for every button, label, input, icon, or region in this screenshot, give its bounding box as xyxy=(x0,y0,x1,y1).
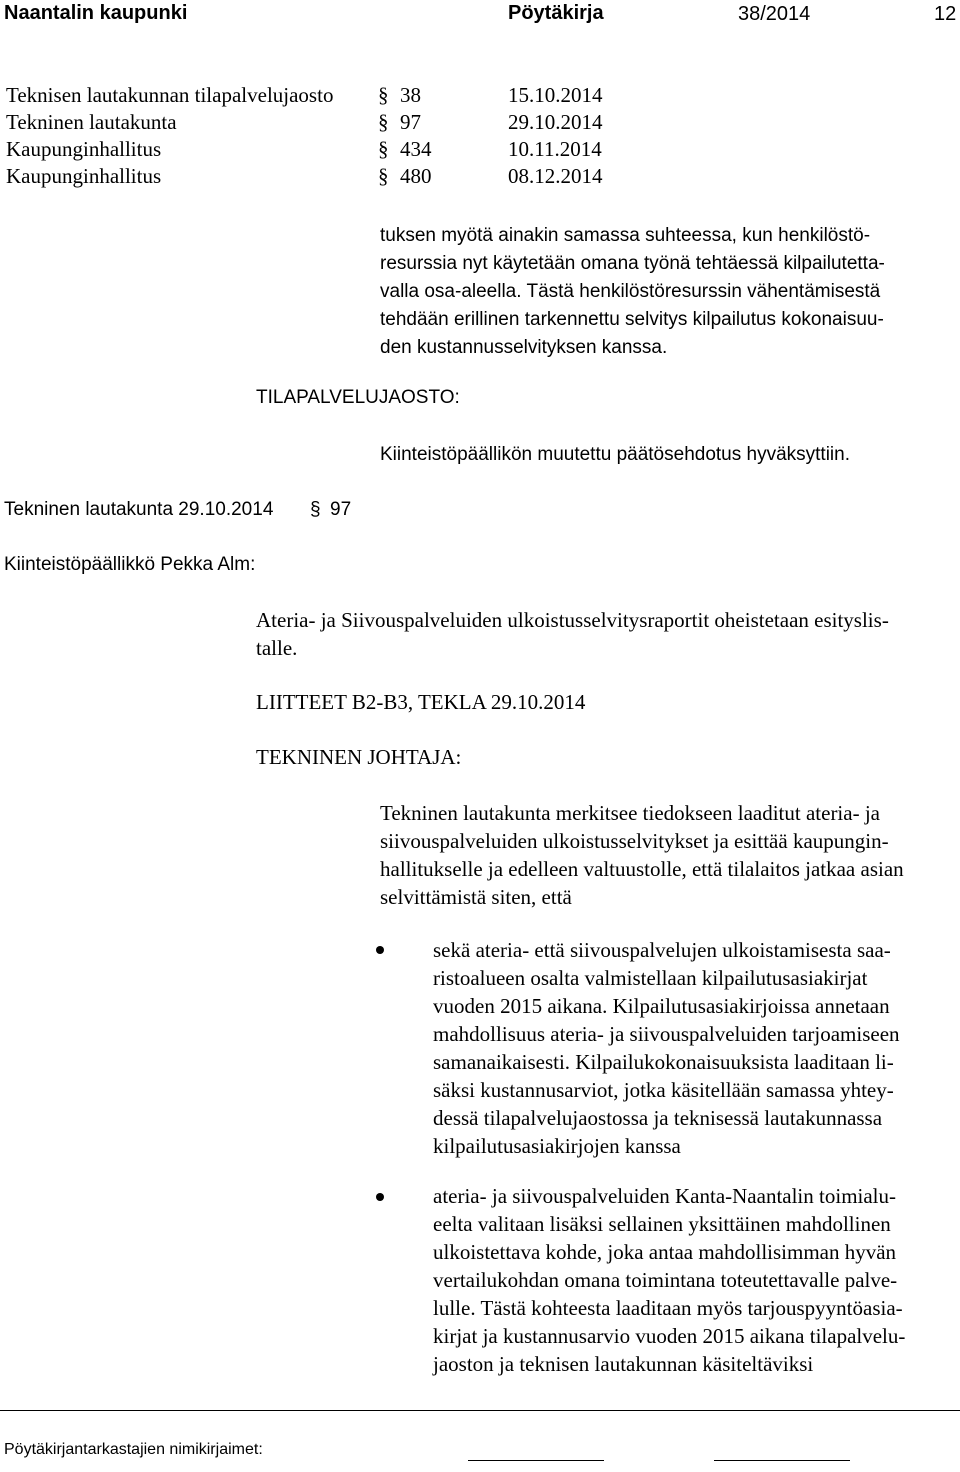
text-line: ulkoistettava kohde, joka antaa mahdollisimman hyvän xyxy=(433,1240,897,1264)
tilapalvelujaosto-decision: Kiinteistöpäällikön muutettu päätösehdotus hyväksyttiin. xyxy=(380,444,850,465)
text-line: ateria- ja siivouspalveluiden Kanta-Naantalin toimialu- xyxy=(433,1184,897,1208)
bullet-dot-icon xyxy=(376,1193,384,1201)
text-line: samanaikaisesti. Kilpailukokonaisuuksista laaditaan li- xyxy=(433,1050,894,1074)
text-line: siivouspalveluiden ulkoistusselvitykset ja esittää kaupungin- xyxy=(380,829,889,853)
history-date: 15.10.2014 xyxy=(508,83,603,107)
text-line: vuoden 2015 aikana. Kilpailutusasiakirjoissa annetaan xyxy=(433,994,890,1018)
presenter-label: Kiinteistöpäällikkö Pekka Alm: xyxy=(4,554,256,575)
section-sign: § xyxy=(378,137,389,161)
history-number: 434 xyxy=(400,137,432,161)
tilapalvelujaosto-label: TILAPALVELUJAOSTO: xyxy=(256,387,460,408)
section-sign: § xyxy=(310,499,321,520)
text-line: ristoalueen osalta valmistellaan kilpailutusasiakirjat xyxy=(433,966,868,990)
text-line: Tekninen lautakunta merkitsee tiedokseen laaditut ateria- ja xyxy=(380,801,880,825)
continued-paragraph xyxy=(380,222,885,362)
text-line: vertailukohdan omana toimintana toteutettavalle palve- xyxy=(433,1268,898,1292)
section-sign: § xyxy=(378,164,389,188)
bullet-text xyxy=(433,1182,905,1378)
text-line: kirjat ja kustannusarvio vuoden 2015 aikana tilapalvelu- xyxy=(433,1324,906,1348)
text-line: jaoston ja teknisen lautakunnan käsiteltäviksi xyxy=(433,1352,814,1376)
attachments: LIITTEET B2-B3, TEKLA 29.10.2014 xyxy=(256,690,586,714)
document-type: Pöytäkirja xyxy=(508,2,604,24)
document-number: 38/2014 xyxy=(738,3,811,25)
bullet-dot-icon xyxy=(376,946,384,954)
text-line: Ateria- ja Siivouspalveluiden ulkoistusselvitysraportit oheistetaan esityslis- xyxy=(256,608,889,632)
director-proposal xyxy=(380,799,904,911)
history-date: 08.12.2014 xyxy=(508,164,603,188)
text-line: talle. xyxy=(256,636,298,660)
meeting-number: 97 xyxy=(330,499,352,520)
text-line: selvittämistä siten, että xyxy=(380,885,572,909)
history-number: 480 xyxy=(400,164,432,188)
text-line: eelta valitaan lisäksi sellainen yksittäinen mahdollinen xyxy=(433,1212,891,1236)
section-sign: § xyxy=(378,110,389,134)
text-line: lulle. Tästä kohteesta laaditaan myös tarjouspyyntöasia- xyxy=(433,1296,903,1320)
history-date: 29.10.2014 xyxy=(508,110,603,134)
text-line: tuksen myötä ainakin samassa suhteessa, kun henkilöstö- xyxy=(380,225,871,246)
text-line: valla osa-aleella. Tästä henkilöstöresurssin vähentämisestä xyxy=(380,281,881,302)
text-line: dessä tilapalvelujaostossa ja teknisessä lautakunnassa xyxy=(433,1106,883,1130)
text-line: mahdollisuus ateria- ja siivouspalveluiden tarjoamiseen xyxy=(433,1022,900,1046)
text-line: den kustannusselvityksen kanssa. xyxy=(380,337,668,358)
history-body: Kaupunginhallitus xyxy=(6,164,162,188)
section-sign: § xyxy=(378,83,389,107)
text-line: sekä ateria- että siivouspalvelujen ulkoistamisesta saa- xyxy=(433,938,891,962)
text-line: hallitukselle ja edelleen valtuustolle, että tilalaitos jatkaa asian xyxy=(380,857,904,881)
history-body: Kaupunginhallitus xyxy=(6,137,162,161)
footer-divider xyxy=(0,1410,960,1411)
meeting-title: Tekninen lautakunta 29.10.2014 xyxy=(4,499,274,520)
text-line: kilpailutusasiakirjojen kanssa xyxy=(433,1134,681,1158)
signatures-label: Pöytäkirjantarkastajien nimikirjaimet: xyxy=(4,1441,263,1458)
presenter-paragraph xyxy=(256,606,889,662)
history-date: 10.11.2014 xyxy=(508,137,602,161)
director-label: TEKNINEN JOHTAJA: xyxy=(256,745,462,769)
history-number: 38 xyxy=(400,83,421,107)
organization-name: Naantalin kaupunki xyxy=(4,2,188,24)
history-body: Teknisen lautakunnan tilapalvelujaosto xyxy=(6,83,334,107)
text-line: säksi kustannusarviot, jotka käsitellään samassa yhtey- xyxy=(433,1078,894,1102)
signature-line xyxy=(714,1460,850,1461)
bullet-text xyxy=(433,936,900,1160)
text-line: tehdään erillinen tarkennettu selvitys kilpailutus kokonaisuu- xyxy=(380,309,884,330)
history-number: 97 xyxy=(400,110,421,134)
text-line: resurssia nyt käytetään omana työnä tehtäessä kilpailutetta- xyxy=(380,253,885,274)
page-number: 12 xyxy=(934,3,957,25)
history-body: Tekninen lautakunta xyxy=(6,110,177,134)
signature-line xyxy=(468,1460,604,1461)
